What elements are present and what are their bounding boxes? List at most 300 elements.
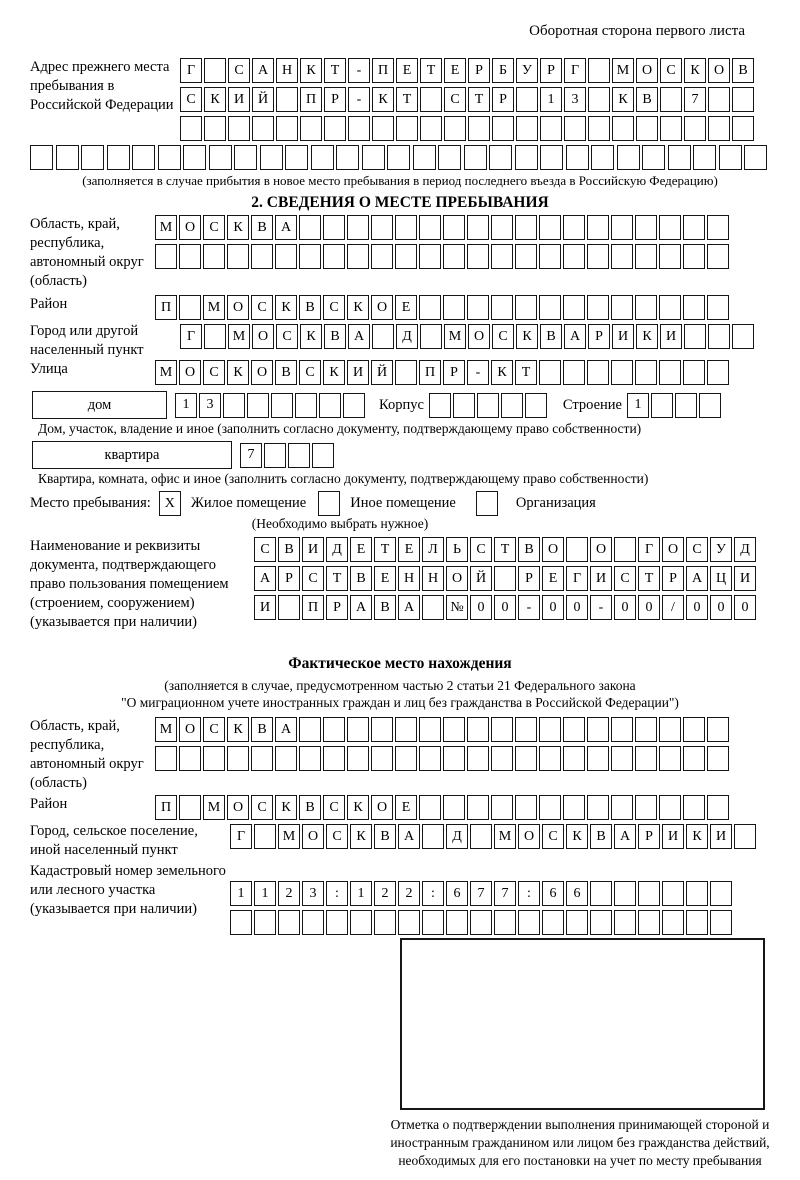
char-cell[interactable]: Е (350, 537, 372, 562)
char-cell[interactable]: П (419, 360, 441, 385)
char-cell[interactable]: Е (398, 537, 420, 562)
char-cell[interactable] (179, 746, 201, 771)
char-cell[interactable] (707, 244, 729, 269)
char-cell[interactable] (444, 116, 466, 141)
char-cell[interactable]: С (251, 795, 273, 820)
char-cell[interactable] (707, 215, 729, 240)
char-cell[interactable] (683, 295, 705, 320)
char-cell[interactable] (708, 324, 730, 349)
char-cell[interactable]: Н (276, 58, 298, 83)
char-cell[interactable] (228, 116, 250, 141)
char-cell[interactable] (683, 244, 705, 269)
char-cell[interactable]: А (350, 595, 372, 620)
char-cell[interactable]: К (350, 824, 372, 849)
char-cell[interactable] (371, 215, 393, 240)
char-cell[interactable] (611, 795, 633, 820)
char-cell[interactable] (611, 746, 633, 771)
char-cell[interactable] (254, 910, 276, 935)
char-cell[interactable]: В (636, 87, 658, 112)
char-cell[interactable]: С (203, 717, 225, 742)
char-cell[interactable] (443, 244, 465, 269)
char-cell[interactable]: И (734, 566, 756, 591)
char-cell[interactable]: В (350, 566, 372, 591)
char-cell[interactable]: П (300, 87, 322, 112)
char-cell[interactable] (708, 116, 730, 141)
char-cell[interactable] (285, 145, 308, 170)
char-cell[interactable]: 2 (398, 881, 420, 906)
char-cell[interactable] (323, 244, 345, 269)
char-cell[interactable] (611, 360, 633, 385)
char-cell[interactable] (476, 491, 498, 516)
char-cell[interactable] (515, 145, 538, 170)
char-cell[interactable] (525, 393, 547, 418)
char-cell[interactable]: Р (662, 566, 684, 591)
char-cell[interactable] (492, 116, 514, 141)
char-cell[interactable] (419, 717, 441, 742)
char-cell[interactable]: Р (443, 360, 465, 385)
char-cell[interactable]: Д (734, 537, 756, 562)
char-cell[interactable] (611, 295, 633, 320)
char-cell[interactable] (744, 145, 767, 170)
char-cell[interactable] (311, 145, 334, 170)
char-cell[interactable] (614, 537, 636, 562)
char-cell[interactable] (566, 537, 588, 562)
char-cell[interactable]: С (542, 824, 564, 849)
char-cell[interactable] (707, 295, 729, 320)
char-cell[interactable] (275, 746, 297, 771)
char-cell[interactable] (183, 145, 206, 170)
char-cell[interactable]: П (372, 58, 394, 83)
char-cell[interactable] (683, 717, 705, 742)
char-cell[interactable]: О (636, 58, 658, 83)
char-cell[interactable]: В (540, 324, 562, 349)
char-cell[interactable] (56, 145, 79, 170)
char-cell[interactable] (491, 295, 513, 320)
char-cell[interactable] (540, 145, 563, 170)
char-cell[interactable] (494, 566, 516, 591)
char-cell[interactable] (638, 881, 660, 906)
char-cell[interactable]: М (228, 324, 250, 349)
char-cell[interactable]: С (203, 215, 225, 240)
char-cell[interactable] (299, 215, 321, 240)
char-cell[interactable]: А (254, 566, 276, 591)
char-cell[interactable] (467, 746, 489, 771)
char-cell[interactable] (227, 244, 249, 269)
char-cell[interactable]: С (254, 537, 276, 562)
char-cell[interactable] (587, 746, 609, 771)
char-cell[interactable]: Н (422, 566, 444, 591)
char-cell[interactable] (204, 58, 226, 83)
char-cell[interactable] (179, 295, 201, 320)
char-cell[interactable]: Г (180, 324, 202, 349)
char-cell[interactable]: 6 (542, 881, 564, 906)
char-cell[interactable] (515, 244, 537, 269)
char-cell[interactable]: С (492, 324, 514, 349)
char-cell[interactable] (420, 116, 442, 141)
char-cell[interactable]: 1 (350, 881, 372, 906)
char-cell[interactable] (651, 393, 673, 418)
char-cell[interactable] (587, 215, 609, 240)
char-cell[interactable] (348, 116, 370, 141)
char-cell[interactable] (662, 910, 684, 935)
char-cell[interactable]: О (371, 795, 393, 820)
char-cell[interactable]: С (326, 824, 348, 849)
char-cell[interactable]: К (227, 717, 249, 742)
char-cell[interactable] (420, 324, 442, 349)
char-cell[interactable] (659, 360, 681, 385)
char-cell[interactable] (539, 795, 561, 820)
char-cell[interactable]: П (155, 795, 177, 820)
char-cell[interactable] (275, 244, 297, 269)
char-cell[interactable]: А (398, 595, 420, 620)
char-cell[interactable] (429, 393, 451, 418)
char-cell[interactable]: О (252, 324, 274, 349)
char-cell[interactable] (252, 116, 274, 141)
char-cell[interactable]: 6 (566, 881, 588, 906)
char-cell[interactable]: И (660, 324, 682, 349)
char-cell[interactable] (324, 116, 346, 141)
char-cell[interactable] (443, 295, 465, 320)
char-cell[interactable] (734, 824, 756, 849)
char-cell[interactable] (540, 116, 562, 141)
char-cell[interactable] (464, 145, 487, 170)
char-cell[interactable] (372, 116, 394, 141)
char-cell[interactable]: К (204, 87, 226, 112)
char-cell[interactable] (467, 795, 489, 820)
char-cell[interactable]: 1 (254, 881, 276, 906)
char-cell[interactable] (587, 717, 609, 742)
char-cell[interactable] (659, 795, 681, 820)
char-cell[interactable]: М (494, 824, 516, 849)
char-cell[interactable]: Л (422, 537, 444, 562)
char-cell[interactable] (659, 717, 681, 742)
char-cell[interactable]: В (324, 324, 346, 349)
char-cell[interactable]: Т (396, 87, 418, 112)
char-cell[interactable] (686, 910, 708, 935)
char-cell[interactable]: Г (564, 58, 586, 83)
char-cell[interactable]: С (470, 537, 492, 562)
char-cell[interactable] (468, 116, 490, 141)
char-cell[interactable] (542, 910, 564, 935)
char-cell[interactable] (209, 145, 232, 170)
char-cell[interactable] (477, 393, 499, 418)
char-cell[interactable] (539, 746, 561, 771)
char-cell[interactable]: К (300, 324, 322, 349)
char-cell[interactable]: Т (494, 537, 516, 562)
char-cell[interactable]: А (252, 58, 274, 83)
char-cell[interactable] (223, 393, 245, 418)
char-cell[interactable]: 3 (564, 87, 586, 112)
char-cell[interactable]: Р (492, 87, 514, 112)
char-cell[interactable]: М (155, 717, 177, 742)
char-cell[interactable]: : (326, 881, 348, 906)
char-cell[interactable] (247, 393, 269, 418)
char-cell[interactable]: К (636, 324, 658, 349)
char-cell[interactable]: А (686, 566, 708, 591)
char-cell[interactable]: О (227, 795, 249, 820)
char-cell[interactable]: С (302, 566, 324, 591)
char-cell[interactable] (419, 215, 441, 240)
char-cell[interactable]: А (614, 824, 636, 849)
char-cell[interactable]: И (612, 324, 634, 349)
char-cell[interactable] (659, 244, 681, 269)
char-cell[interactable] (398, 910, 420, 935)
char-cell[interactable]: 0 (566, 595, 588, 620)
char-cell[interactable]: К (686, 824, 708, 849)
char-cell[interactable] (564, 116, 586, 141)
char-cell[interactable]: - (348, 58, 370, 83)
char-cell[interactable] (612, 116, 634, 141)
char-cell[interactable]: 0 (494, 595, 516, 620)
char-cell[interactable] (453, 393, 475, 418)
char-cell[interactable]: Ц (710, 566, 732, 591)
char-cell[interactable]: М (155, 215, 177, 240)
char-cell[interactable]: М (444, 324, 466, 349)
char-cell[interactable] (563, 717, 585, 742)
char-cell[interactable]: Р (540, 58, 562, 83)
checkbox-residential[interactable] (159, 491, 181, 516)
char-cell[interactable] (132, 145, 155, 170)
char-cell[interactable]: С (299, 360, 321, 385)
char-cell[interactable]: А (275, 717, 297, 742)
char-cell[interactable] (563, 244, 585, 269)
char-cell[interactable]: О (518, 824, 540, 849)
char-cell[interactable] (318, 491, 340, 516)
char-cell[interactable]: Р (278, 566, 300, 591)
char-cell[interactable]: 0 (614, 595, 636, 620)
char-cell[interactable]: В (299, 795, 321, 820)
char-cell[interactable]: Д (326, 537, 348, 562)
char-cell[interactable]: 0 (710, 595, 732, 620)
char-cell[interactable] (336, 145, 359, 170)
char-cell[interactable]: Е (396, 58, 418, 83)
char-cell[interactable]: И (254, 595, 276, 620)
char-cell[interactable] (419, 295, 441, 320)
char-cell[interactable] (443, 215, 465, 240)
checkbox-other-premises[interactable] (318, 491, 340, 516)
char-cell[interactable] (419, 746, 441, 771)
char-cell[interactable]: К (684, 58, 706, 83)
char-cell[interactable]: - (590, 595, 612, 620)
char-cell[interactable] (395, 215, 417, 240)
char-cell[interactable] (234, 145, 257, 170)
char-cell[interactable] (668, 145, 691, 170)
char-cell[interactable]: С (251, 295, 273, 320)
char-cell[interactable]: Р (518, 566, 540, 591)
char-cell[interactable] (347, 215, 369, 240)
char-cell[interactable] (515, 295, 537, 320)
char-cell[interactable]: У (710, 537, 732, 562)
char-cell[interactable]: К (516, 324, 538, 349)
char-cell[interactable]: 1 (230, 881, 252, 906)
char-cell[interactable]: С (660, 58, 682, 83)
char-cell[interactable] (660, 87, 682, 112)
char-cell[interactable] (638, 910, 660, 935)
char-cell[interactable] (467, 717, 489, 742)
char-cell[interactable]: О (179, 215, 201, 240)
char-cell[interactable]: К (227, 215, 249, 240)
char-cell[interactable] (276, 116, 298, 141)
char-cell[interactable]: Р (326, 595, 348, 620)
char-cell[interactable] (362, 145, 385, 170)
char-cell[interactable] (587, 360, 609, 385)
char-cell[interactable] (684, 324, 706, 349)
char-cell[interactable] (732, 87, 754, 112)
char-cell[interactable]: 7 (494, 881, 516, 906)
char-cell[interactable] (422, 824, 444, 849)
char-cell[interactable] (395, 244, 417, 269)
char-cell[interactable] (732, 324, 754, 349)
char-cell[interactable]: П (155, 295, 177, 320)
char-cell[interactable] (611, 215, 633, 240)
char-cell[interactable] (539, 717, 561, 742)
char-cell[interactable]: С (686, 537, 708, 562)
char-cell[interactable] (539, 295, 561, 320)
char-cell[interactable] (30, 145, 53, 170)
char-cell[interactable] (278, 595, 300, 620)
char-cell[interactable]: Р (588, 324, 610, 349)
char-cell[interactable] (374, 910, 396, 935)
char-cell[interactable]: Й (252, 87, 274, 112)
char-cell[interactable] (707, 360, 729, 385)
char-cell[interactable] (470, 910, 492, 935)
char-cell[interactable] (443, 795, 465, 820)
char-cell[interactable] (438, 145, 461, 170)
checkbox-organization[interactable] (476, 491, 498, 516)
char-cell[interactable]: И (347, 360, 369, 385)
char-cell[interactable] (371, 244, 393, 269)
char-cell[interactable] (443, 717, 465, 742)
char-cell[interactable]: А (564, 324, 586, 349)
char-cell[interactable]: 0 (686, 595, 708, 620)
char-cell[interactable]: Й (371, 360, 393, 385)
char-cell[interactable]: Т (420, 58, 442, 83)
char-cell[interactable] (372, 324, 394, 349)
char-cell[interactable]: - (467, 360, 489, 385)
char-cell[interactable]: Г (566, 566, 588, 591)
char-cell[interactable]: О (708, 58, 730, 83)
char-cell[interactable] (675, 393, 697, 418)
char-cell[interactable]: Т (374, 537, 396, 562)
char-cell[interactable] (635, 295, 657, 320)
char-cell[interactable] (563, 215, 585, 240)
char-cell[interactable] (420, 87, 442, 112)
char-cell[interactable] (395, 746, 417, 771)
char-cell[interactable] (302, 910, 324, 935)
char-cell[interactable]: Т (326, 566, 348, 591)
char-cell[interactable] (614, 881, 636, 906)
char-cell[interactable]: В (278, 537, 300, 562)
char-cell[interactable]: К (612, 87, 634, 112)
char-cell[interactable] (251, 244, 273, 269)
char-cell[interactable] (614, 910, 636, 935)
char-cell[interactable]: Ь (446, 537, 468, 562)
char-cell[interactable]: В (275, 360, 297, 385)
char-cell[interactable] (710, 881, 732, 906)
char-cell[interactable]: № (446, 595, 468, 620)
char-cell[interactable] (635, 717, 657, 742)
char-cell[interactable] (708, 87, 730, 112)
char-cell[interactable] (319, 393, 341, 418)
char-cell[interactable] (203, 244, 225, 269)
char-cell[interactable]: Г (638, 537, 660, 562)
char-cell[interactable] (642, 145, 665, 170)
char-cell[interactable]: 6 (446, 881, 468, 906)
char-cell[interactable] (635, 215, 657, 240)
char-cell[interactable]: С (180, 87, 202, 112)
char-cell[interactable]: Й (470, 566, 492, 591)
char-cell[interactable] (590, 881, 612, 906)
char-cell[interactable]: У (516, 58, 538, 83)
char-cell[interactable] (203, 746, 225, 771)
char-cell[interactable]: Е (395, 795, 417, 820)
char-cell[interactable]: В (732, 58, 754, 83)
char-cell[interactable] (539, 215, 561, 240)
char-cell[interactable] (635, 360, 657, 385)
char-cell[interactable] (180, 116, 202, 141)
char-cell[interactable]: А (348, 324, 370, 349)
char-cell[interactable]: О (542, 537, 564, 562)
char-cell[interactable] (155, 244, 177, 269)
char-cell[interactable]: О (446, 566, 468, 591)
char-cell[interactable] (587, 295, 609, 320)
char-cell[interactable]: И (228, 87, 250, 112)
char-cell[interactable] (563, 795, 585, 820)
char-cell[interactable]: И (590, 566, 612, 591)
char-cell[interactable]: С (614, 566, 636, 591)
char-cell[interactable] (659, 746, 681, 771)
char-cell[interactable]: С (276, 324, 298, 349)
char-cell[interactable] (683, 215, 705, 240)
char-cell[interactable]: 2 (374, 881, 396, 906)
char-cell[interactable]: С (444, 87, 466, 112)
char-cell[interactable] (467, 295, 489, 320)
char-cell[interactable] (395, 360, 417, 385)
char-cell[interactable] (467, 244, 489, 269)
char-cell[interactable] (563, 746, 585, 771)
char-cell[interactable] (566, 910, 588, 935)
char-cell[interactable]: О (302, 824, 324, 849)
char-cell[interactable] (591, 145, 614, 170)
char-cell[interactable] (686, 881, 708, 906)
char-cell[interactable]: Т (515, 360, 537, 385)
char-cell[interactable] (693, 145, 716, 170)
char-cell[interactable]: Е (542, 566, 564, 591)
char-cell[interactable] (699, 393, 721, 418)
char-cell[interactable]: О (179, 717, 201, 742)
char-cell[interactable] (371, 717, 393, 742)
char-cell[interactable] (422, 910, 444, 935)
char-cell[interactable] (710, 910, 732, 935)
char-cell[interactable]: К (323, 360, 345, 385)
char-cell[interactable] (566, 145, 589, 170)
char-cell[interactable] (588, 116, 610, 141)
char-cell[interactable]: : (518, 881, 540, 906)
char-cell[interactable] (395, 717, 417, 742)
char-cell[interactable] (611, 717, 633, 742)
char-cell[interactable]: В (518, 537, 540, 562)
char-cell[interactable]: К (275, 795, 297, 820)
char-cell[interactable] (539, 244, 561, 269)
char-cell[interactable]: - (348, 87, 370, 112)
char-cell[interactable] (227, 746, 249, 771)
char-cell[interactable] (446, 910, 468, 935)
char-cell[interactable] (516, 87, 538, 112)
char-cell[interactable] (491, 746, 513, 771)
char-cell[interactable] (491, 244, 513, 269)
char-cell[interactable]: В (251, 717, 273, 742)
char-cell[interactable]: О (590, 537, 612, 562)
